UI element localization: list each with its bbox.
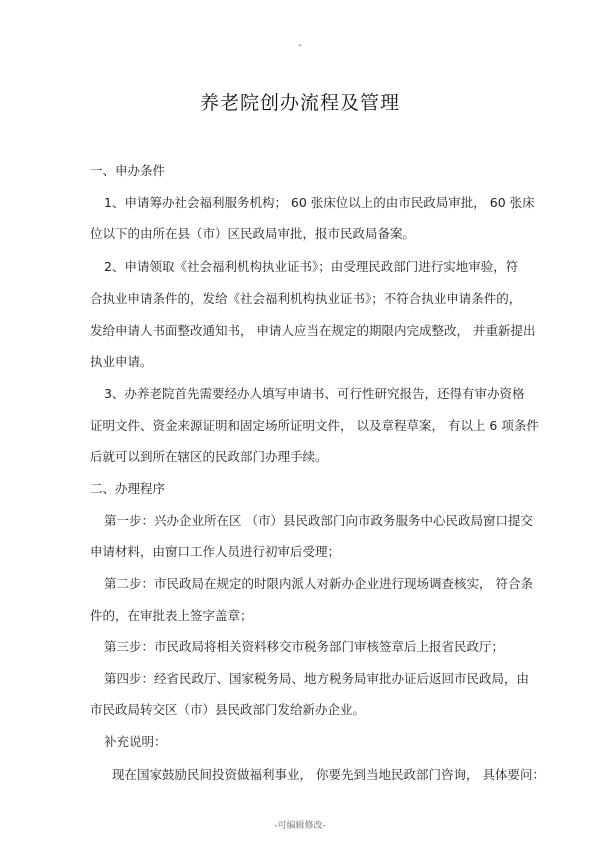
step2-line2: 件的，在审批表上签字盖章；	[90, 608, 253, 623]
para3-line1: 3、办养老院首先需要经办人填写申请书、可行性研究报告，还得有审办资格	[104, 386, 525, 401]
note-heading: 补充说明：	[104, 734, 167, 749]
step2-line1: 第二步：市民政局在规定的时限内派人对新办企业进行现场调查核实， 符合条	[104, 576, 533, 591]
section2-heading: 二、办理程序	[90, 481, 166, 496]
document-title: 养老院创办流程及管理	[199, 92, 400, 114]
para2-line2: 合执业申请条件的，发给《社会福利机构执业证书》；不符合执业申请条件的，	[90, 291, 522, 306]
step4-line1: 第四步：经省民政厅、国家税务局、地方税务局审批办证后返回市民政局，由	[104, 671, 530, 686]
para3-line2: 证明文件、资金来源证明和固定场所证明文件， 以及章程草案， 有以上 6 项条件	[90, 418, 539, 433]
para2-line4: 执业申请。	[90, 354, 153, 369]
footer-note: -可编辑修改-	[274, 821, 326, 831]
section1-heading: 一、申办条件	[90, 163, 166, 178]
step4-line2: 市民政局转交区（市）县民政部门发给新办企业。	[90, 702, 366, 717]
para3-line3: 后就可以到所在辖区的民政部门办理手续。	[90, 449, 328, 464]
para2-line1: 2、申请领取《社会福利机构执业证书》；由受理民政部门进行实地审验，符	[104, 259, 519, 274]
header-mark: -	[298, 40, 302, 51]
para1-line1: 1、申请筹办社会福利服务机构； 60 张床位以上的由市民政局审批， 60 张床	[104, 195, 535, 210]
step3-line1: 第三步：市民政局将相关资料移交市税务部门审核签章后上报省民政厅；	[104, 639, 505, 654]
para2-line3: 发给申请人书面整改通知书， 申请人应当在规定的期限内完成整改， 并重新提出	[90, 323, 536, 338]
para1-line2: 位以下的由所在县（市）区民政局审批，报市民政局备案。	[90, 226, 416, 241]
note-line1: 现在国家鼓励民间投资做福利事业， 你要先到当地民政部门咨询， 具体要问：	[112, 767, 545, 782]
step1-line2: 申请材料，由窗口工作人员进行初审后受理；	[90, 544, 341, 559]
step1-line1: 第一步：兴办企业所在区 （市）县民政部门向市政务服务中心民政局窗口提交	[104, 513, 533, 528]
